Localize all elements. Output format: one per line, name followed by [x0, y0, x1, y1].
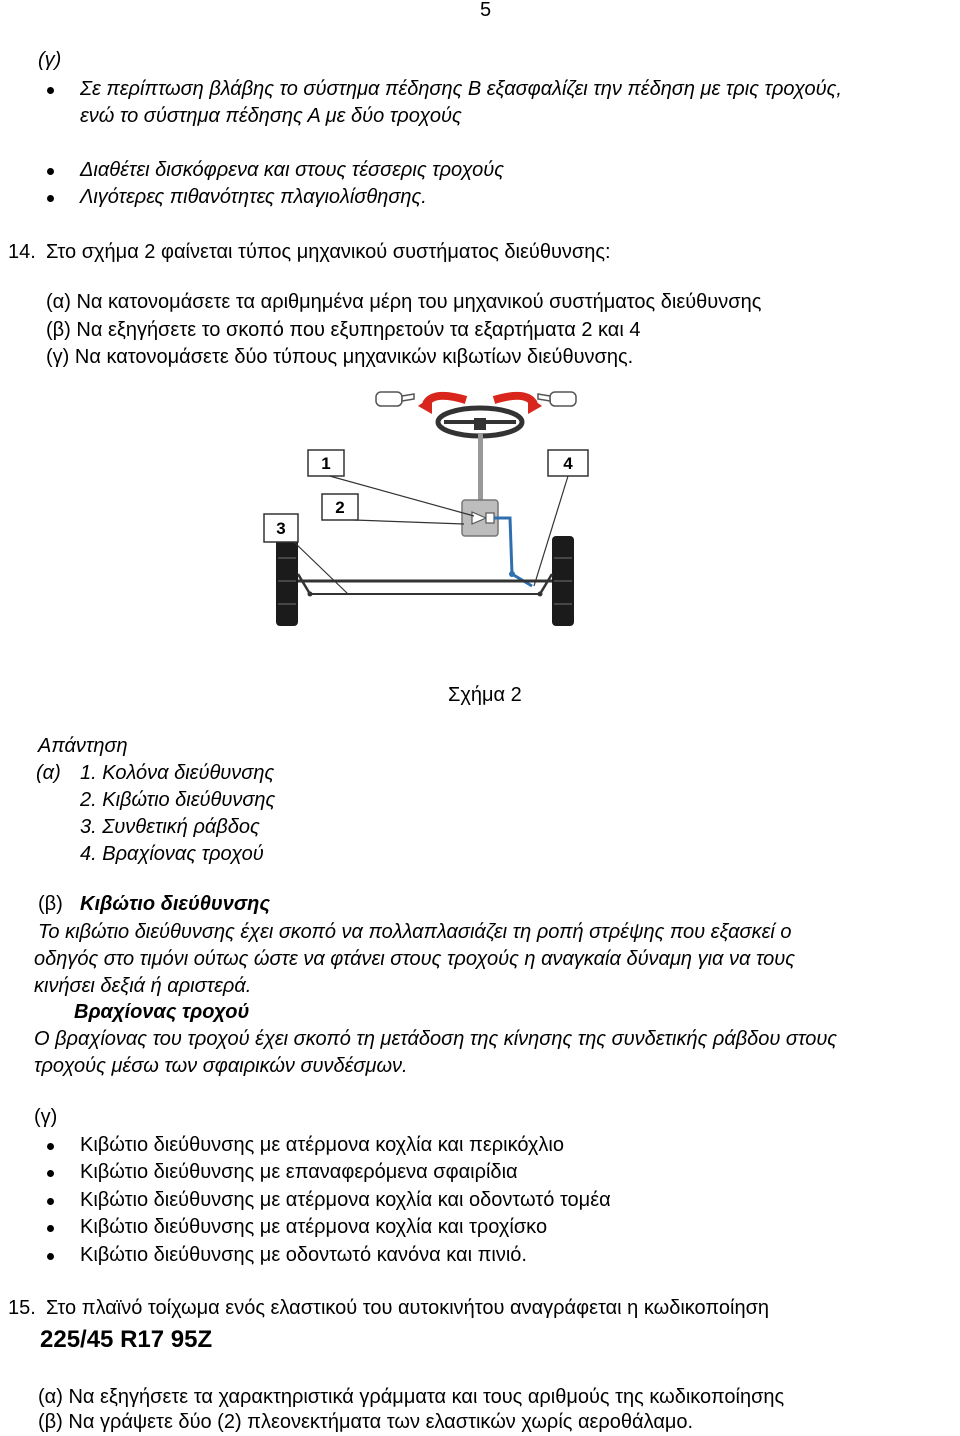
section-label: (γ): [38, 49, 62, 71]
answer-title: Απάντηση: [38, 735, 128, 757]
answer-b-heading: Βραχίονας τροχού: [74, 1001, 250, 1023]
question-text: Στο πλαϊνό τοίχωμα ενός ελαστικού του αυτοκινήτου αναγράφεται η κωδικοποίηση: [46, 1297, 770, 1319]
bullet: [47, 1198, 54, 1205]
label-2: 2: [335, 498, 345, 517]
question-number: 14.: [8, 241, 36, 263]
bullet: [47, 195, 54, 202]
answer-b-text: κινήσει δεξιά ή αριστερά.: [34, 975, 252, 997]
question-item: (β) Να γράψετε δύο (2) πλεονεκτήματα των ελαστικών χωρίς αεροθάλαμο.: [38, 1411, 694, 1433]
steering-diagram: [248, 378, 610, 654]
answer-g-item: Κιβώτιο διεύθυνσης με ατέρμονα κοχλία και περικόχλιο: [80, 1134, 564, 1156]
list-item: Σε περίπτωση βλάβης το σύστημα πέδησης Β εξασφαλίζει την πέδηση με τρις τροχούς,: [80, 78, 842, 100]
answer-b-text: οδηγός στο τιμόνι ούτως ώστε να φτάνει στους τροχούς η αναγκαία δύναμη για να τους: [34, 948, 795, 970]
list-item: Λιγότερες πιθανότητες πλαγιολίσθησης.: [80, 186, 427, 208]
answer-b-text: τροχούς μέσω των σφαιρικών συνδέσμων.: [34, 1055, 408, 1077]
bullet: [47, 1225, 54, 1232]
answer-b-label: (β): [38, 893, 63, 915]
bullet: [47, 87, 54, 94]
question-text: Στο σχήμα 2 φαίνεται τύπος μηχανικού συστήματος διεύθυνσης:: [46, 241, 611, 263]
answer-a-item: 3. Συνθετική ράβδος: [80, 816, 260, 838]
tire-code: 225/45 R17 95Z: [40, 1326, 213, 1353]
label-3: 3: [276, 519, 286, 538]
answer-a-label: (α): [36, 762, 61, 784]
list-item: Διαθέτει δισκόφρενα και στους τέσσερις τροχούς: [80, 159, 505, 181]
answer-b-text: Ο βραχίονας του τροχού έχει σκοπό τη μετάδοση της κίνησης της συνδετικής ράβδου στους: [34, 1028, 838, 1050]
answer-a-item: 4. Βραχίονας τροχού: [80, 843, 264, 865]
figure-caption: Σχήμα 2: [448, 684, 522, 706]
label-1: 1: [321, 454, 331, 473]
answer-b-heading: Κιβώτιο διεύθυνσης: [80, 893, 270, 915]
answer-a-item: 2. Κιβώτιο διεύθυνσης: [80, 789, 276, 811]
question-number: 15.: [8, 1297, 36, 1319]
answer-g-item: Κιβώτιο διεύθυνσης με επαναφερόμενα σφαιρίδια: [80, 1161, 518, 1183]
answer-a-item: 1. Κολόνα διεύθυνσης: [80, 762, 275, 784]
answer-b-text: Το κιβώτιο διεύθυνσης έχει σκοπό να πολλαπλασιάζει τη ροπή στρέψης που εξασκεί ο: [38, 921, 792, 943]
question-item: (β) Να εξηγήσετε το σκοπό που εξυπηρετούν τα εξαρτήματα 2 και 4: [46, 319, 641, 341]
answer-g-item: Κιβώτιο διεύθυνσης με ατέρμονα κοχλία και τροχίσκο: [80, 1216, 548, 1238]
bullet: [47, 1170, 54, 1177]
bullet: [47, 1253, 54, 1260]
question-item: (α) Να κατονομάσετε τα αριθμημένα μέρη του μηχανικού συστήματος διεύθυνσης: [46, 291, 762, 313]
question-item: (γ) Να κατονομάσετε δύο τύπους μηχανικών κιβωτίων διεύθυνσης.: [46, 346, 634, 368]
steering-diagram-svg: [248, 378, 610, 654]
answer-g-label: (γ): [34, 1106, 58, 1128]
list-item: ενώ το σύστημα πέδησης Α με δύο τροχούς: [80, 105, 462, 127]
answer-g-item: Κιβώτιο διεύθυνσης με οδοντωτό κανόνα και πινιό.: [80, 1244, 527, 1266]
steering-column: [478, 434, 483, 500]
bullet: [47, 1143, 54, 1150]
bullet: [47, 168, 54, 175]
question-item: (α) Να εξηγήσετε τα χαρακτηριστικά γράμματα και τους αριθμούς της κωδικοποίησης: [38, 1386, 785, 1408]
page-number: 5: [480, 0, 492, 21]
label-4: 4: [563, 454, 573, 473]
answer-g-item: Κιβώτιο διεύθυνσης με ατέρμονα κοχλία και οδοντωτό τομέα: [80, 1189, 611, 1211]
